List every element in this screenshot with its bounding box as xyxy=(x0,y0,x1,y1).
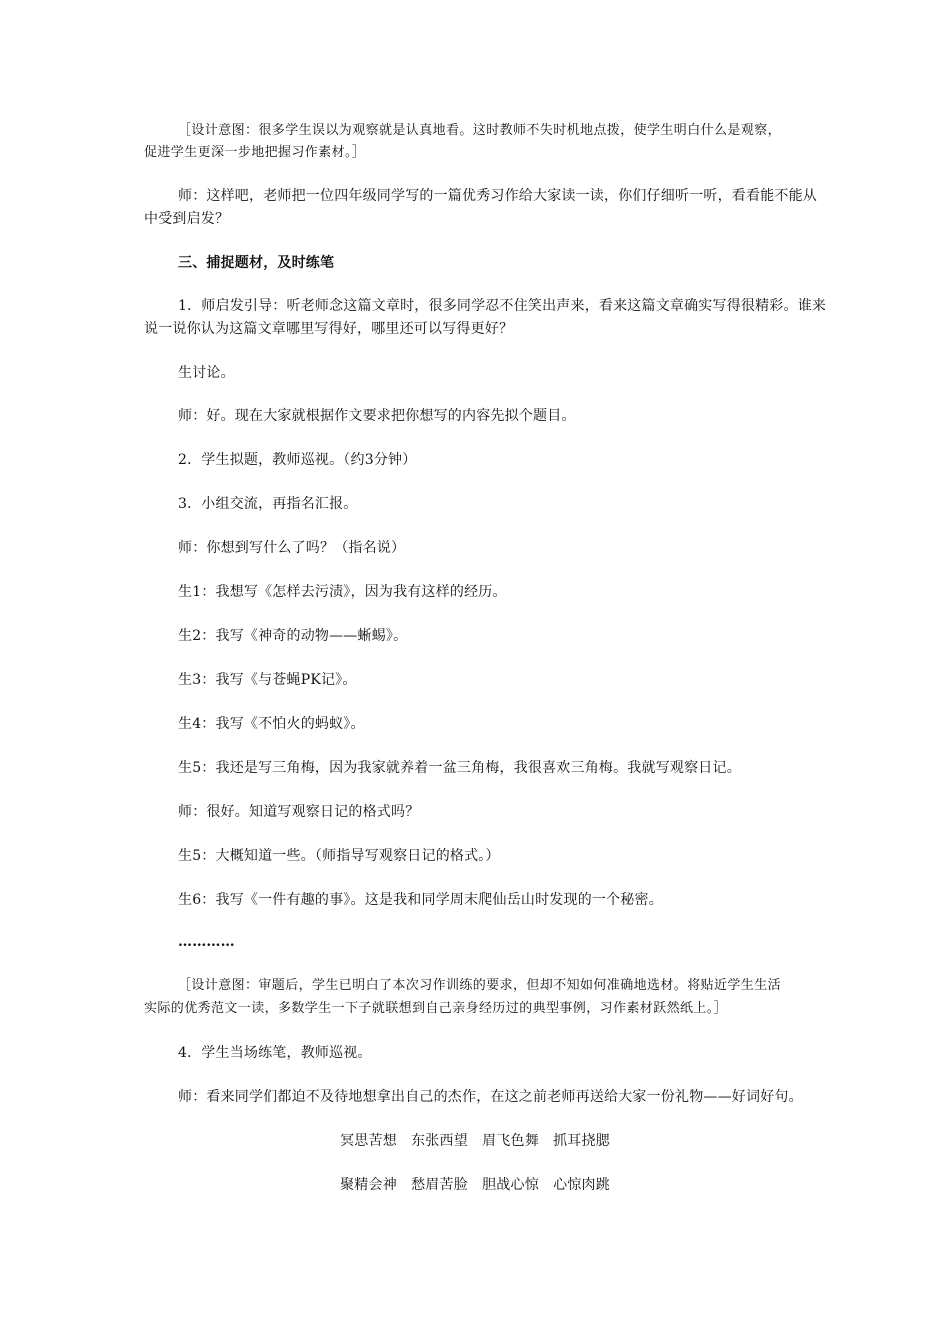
design-note-1-line1: ［设计意图：很多学生误以为观察就是认真地看。这时教师不失时机地点拨，使学生明白什么是观察， xyxy=(178,123,782,138)
ellipsis: ………… xyxy=(178,934,235,950)
student4: 生4：我写《不怕火的蚂蚁》。 xyxy=(178,716,365,732)
step2: 2．学生拟题，教师巡视。（约3分钟） xyxy=(178,452,417,468)
student6: 生6：我写《一件有趣的事》。这是我和同学周末爬仙岳山时发现的一个秘密。 xyxy=(178,892,663,908)
teacher-good: 师：很好。知道写观察日记的格式吗？ xyxy=(178,804,420,820)
student5: 生5：我还是写三角梅，因为我家就养着一盆三角梅，我很喜欢三角梅。我就写观察日记。 xyxy=(178,760,741,776)
step1-line2: 说一说你认为这篇文章哪里写得好，哪里还可以写得更好？ xyxy=(144,321,514,337)
phrases-row-2: 聚精会神 愁眉苦脸 胆战心惊 心惊肉跳 xyxy=(340,1177,610,1193)
student2: 生2：我写《神奇的动物——蜥蜴》。 xyxy=(178,628,408,644)
phrases-row-1: 冥思苦想 东张西望 眉飞色舞 抓耳挠腮 xyxy=(340,1133,610,1149)
teacher-ask: 师：你想到写什么了吗？（指名说） xyxy=(178,540,406,556)
section-heading: 三、捕捉题材，及时练笔 xyxy=(178,255,335,271)
student5-reply: 生5：大概知道一些。（师指导写观察日记的格式。） xyxy=(178,848,500,864)
students-discuss: 生讨论。 xyxy=(178,365,235,381)
teacher-read-line2: 中受到启发？ xyxy=(144,211,230,227)
teacher-read-line1: 师：这样吧，老师把一位四年级同学写的一篇优秀习作给大家读一读，你们仔细听一听，看看能不能从 xyxy=(178,188,817,204)
student1: 生1：我想写《怎样去污渍》，因为我有这样的经历。 xyxy=(178,584,507,600)
step4: 4．学生当场练笔，教师巡视。 xyxy=(178,1045,372,1061)
step1-line1: 1．师启发引导：听老师念这篇文章时，很多同学忍不住笑出声来，看来这篇文章确实写得很精彩。谁来 xyxy=(178,298,827,314)
student3: 生3：我写《与苍蝇PK记》。 xyxy=(178,672,357,688)
teacher-title: 师：好。现在大家就根据作文要求把你想写的内容先拟个题目。 xyxy=(178,408,576,424)
step3: 3．小组交流，再指名汇报。 xyxy=(178,496,358,512)
design-note-2-line1: ［设计意图：审题后，学生已明白了本次习作训练的要求，但却不知如何准确地选材。将贴近学生生活 xyxy=(178,978,782,993)
design-note-1-line2: 促进学生更深一步地把握习作素材。］ xyxy=(144,145,366,160)
teacher-gift: 师：看来同学们都迫不及待地想拿出自己的杰作，在这之前老师再送给大家一份礼物——好词好句。 xyxy=(178,1089,803,1105)
design-note-2-line2: 实际的优秀范文一读，多数学生一下子就联想到自己亲身经历过的典型事例，习作素材跃然纸上。］ xyxy=(144,1001,728,1016)
